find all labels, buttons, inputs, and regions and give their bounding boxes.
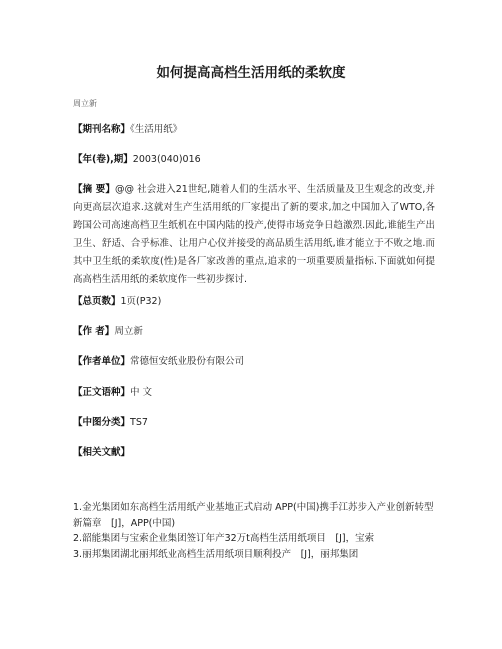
reference-item: 3.丽邦集团湖北丽邦纸业高档生活用纸项目顺利投产 [J]，丽邦集团 — [73, 548, 359, 560]
author-field — [73, 323, 435, 341]
journal-label: 【期刊名称】 — [73, 124, 131, 135]
abstract-field — [73, 181, 435, 289]
abstract-label: 【摘 要】 — [73, 184, 115, 195]
reference-item: 2.韶能集团与宝索企业集团签订年产32万t高档生活用纸项目 [J]，宝索 — [73, 533, 375, 544]
author-byline: 周立新 — [73, 99, 97, 108]
language-field — [73, 384, 435, 402]
abstract-value: @@ 社会进入21世纪,随着人们的生活水平、生活质量及卫生观念的改变,并向更高层次追求.这就对生产生活用纸的厂家提出了新的要求,加之中国加入了WTO,各跨国公司高速高档卫生纸机在中国内陆的投产,使得市场竞争日趋激烈.因此,谁能生产出卫生、舒适、合乎标准、让用户心仪并接受的高品质生活用纸,谁才能立于不败之地.而其中卫生纸的柔软度(性)是各厂家改善的重点,追求的一项重要质量指标.下面就如何提高高档生活用纸的柔软度作一些初步探讨. — [73, 184, 435, 285]
language-value: 中 文 — [130, 387, 153, 398]
pages-value: 1页(P32) — [120, 296, 162, 307]
unit-label: 【作者单位】 — [73, 356, 131, 367]
class-field — [73, 414, 435, 432]
document-title: 如何提高高档生活用纸的柔软度 — [156, 65, 346, 81]
reference-list — [73, 500, 435, 562]
class-label: 【中图分类】 — [73, 417, 131, 428]
volume-value: 2003(040)016 — [132, 154, 201, 165]
pages-label: 【总页数】 — [73, 296, 121, 307]
related-heading — [73, 444, 435, 462]
unit-value: 常德恒安纸业股份有限公司 — [130, 356, 245, 367]
pages-field — [73, 293, 435, 311]
volume-field — [73, 151, 435, 169]
related-label: 【相关文献】 — [73, 447, 131, 458]
language-label: 【正文语种】 — [73, 387, 131, 398]
unit-field — [73, 353, 435, 371]
author-value: 周立新 — [114, 326, 143, 337]
reference-item: 1.金光集团如东高档生活用纸产业基地正式启动 APP(中国)携手江苏步入产业创新转型新篇章 [J]，APP(中国) — [73, 502, 434, 529]
volume-label: 【年(卷),期】 — [73, 154, 133, 165]
journal-field — [73, 121, 435, 139]
author-label: 【作 者】 — [73, 326, 115, 337]
journal-value: 《生活用纸》 — [130, 124, 183, 135]
class-value: TS7 — [130, 417, 148, 428]
